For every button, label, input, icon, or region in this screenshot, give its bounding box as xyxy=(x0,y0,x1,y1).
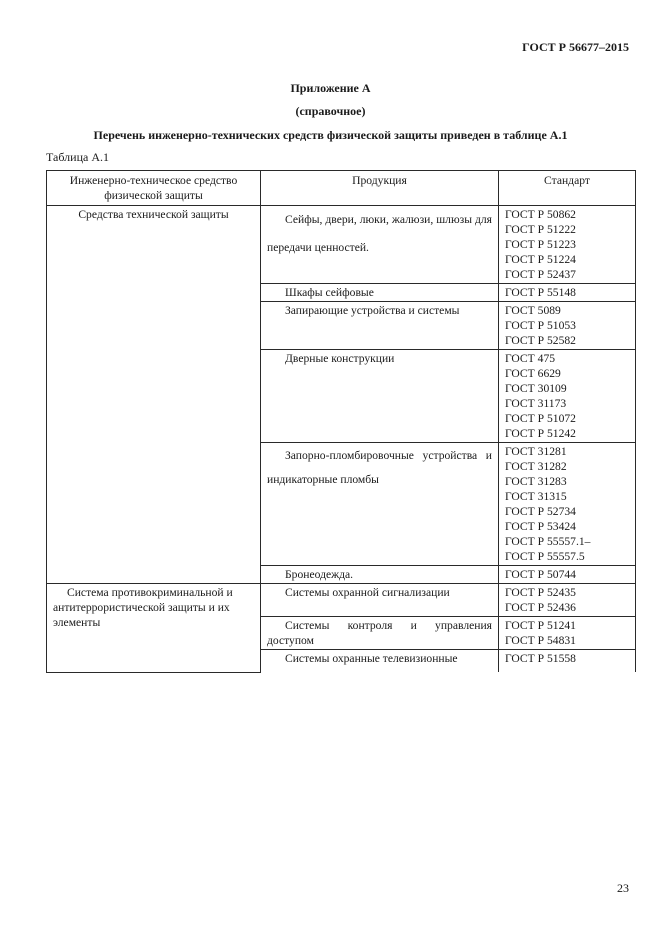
appendix-intro: Перечень инженерно-технических средств физической защиты приведен в таблице А.1 xyxy=(93,128,568,142)
header-standard: Стандарт xyxy=(499,171,636,206)
appendix-type: (справочное) xyxy=(295,104,366,118)
table-label: Таблица А.1 xyxy=(46,150,109,164)
product-cell: Запорно-пломбировочные устройства и индикаторные пломбы xyxy=(261,443,499,566)
appendix-title: Приложение А xyxy=(290,81,371,95)
standard-cell: ГОСТ Р 51558 xyxy=(499,650,636,673)
standard-cell: ГОСТ Р 55148 xyxy=(499,284,636,302)
table-row xyxy=(47,206,636,284)
header-product: Продукция xyxy=(261,171,499,206)
standard-cell: ГОСТ Р 50862 ГОСТ Р 51222 ГОСТ Р 51223 ГОСТ Р 51224 ГОСТ Р 52437 xyxy=(499,206,636,284)
category-cell: Система противокриминальной и антитеррористической защиты и их элементы xyxy=(47,584,261,673)
standard-cell: ГОСТ 5089 ГОСТ Р 51053 ГОСТ Р 52582 xyxy=(499,302,636,350)
table-row xyxy=(47,584,636,617)
product-cell: Системы охранной сигнализации xyxy=(261,584,499,617)
standards-table xyxy=(46,170,636,673)
product-cell: Дверные конструкции xyxy=(261,350,499,443)
standard-cell: ГОСТ Р 52435 ГОСТ Р 52436 xyxy=(499,584,636,617)
product-cell: Сейфы, двери, люки, жалюзи, шлюзы для передачи ценностей. xyxy=(261,206,499,284)
document-code: ГОСТ Р 56677–2015 xyxy=(522,40,629,54)
standard-cell: ГОСТ 475 ГОСТ 6629 ГОСТ 30109 ГОСТ 31173 ГОСТ Р 51072 ГОСТ Р 51242 xyxy=(499,350,636,443)
page-number: 23 xyxy=(617,881,629,895)
product-cell: Шкафы сейфовые xyxy=(261,284,499,302)
header-means: Инженерно-техническое средство физической защиты xyxy=(47,171,261,206)
product-cell: Запирающие устройства и системы xyxy=(261,302,499,350)
product-cell: Бронеодежда. xyxy=(261,566,499,584)
category-cell: Средства технической защиты xyxy=(47,206,261,584)
standard-cell: ГОСТ Р 51241 ГОСТ Р 54831 xyxy=(499,617,636,650)
standard-cell: ГОСТ 31281 ГОСТ 31282 ГОСТ 31283 ГОСТ 31315 ГОСТ Р 52734 ГОСТ Р 53424 ГОСТ Р 55557.1– ГОСТ Р 55557.5 xyxy=(499,443,636,566)
product-cell: Системы контроля и управления доступом xyxy=(261,617,499,650)
table-header-row xyxy=(47,171,636,206)
product-cell: Системы охранные телевизионные xyxy=(261,650,499,673)
standard-cell: ГОСТ Р 50744 xyxy=(499,566,636,584)
